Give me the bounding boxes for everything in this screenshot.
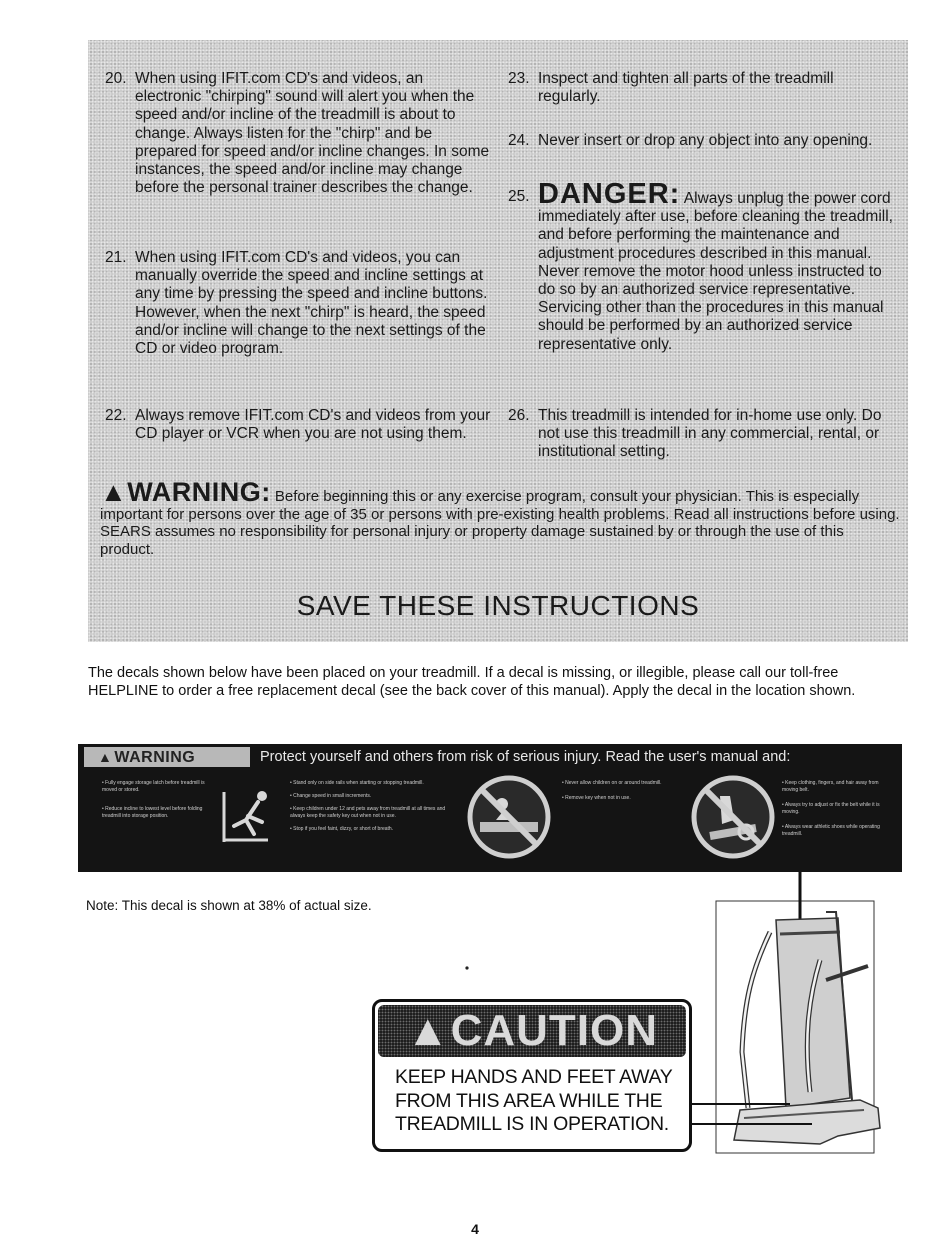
instruction-text: Always remove IFIT.com CD's and videos from your CD player or VCR when you are not using them. bbox=[135, 407, 491, 443]
save-instructions-title: SAVE THESE INSTRUCTIONS bbox=[296, 590, 700, 621]
decal-intro-paragraph: The decals shown below have been placed on your treadmill. If a decal is missing, or illegible, please call our toll-free HELPLINE to order a free replacement decal (see the back cover of this manual). Apply the decal in the location shown. bbox=[88, 665, 856, 700]
caution-line: KEEP HANDS AND FEET AWAY bbox=[395, 1066, 673, 1088]
caution-heading: CAUTION bbox=[450, 1006, 658, 1055]
decal-bullet: • Keep children under 12 and pets away from treadmill at all times and always keep the safety key out when not in use. bbox=[290, 806, 446, 819]
instruction-text: When using IFIT.com CD's and videos, an electronic "chirping" sound will alert you when the speed and/or incline of the treadmill is about to change. Always listen for the "chirp" and be prepared for speed and/or incline changes. In some instances, the speed and/or incline may change before the personal trainer describes the change. bbox=[135, 70, 490, 197]
instruction-number: 24. bbox=[508, 132, 530, 149]
instruction-number: 23. bbox=[508, 70, 530, 87]
warning-text: Before beginning this or any exercise program, consult your physician. This is especially important for persons over the age of 35 or persons with pre-existing health problems. Read all instructions before using. SEARS assumes no responsibility for personal injury or property damage sustained by or through the use of this product. bbox=[100, 488, 900, 558]
decal-bullet: • Stop if you feel faint, dizzy, or short of breath. bbox=[290, 826, 394, 832]
decal-bullet: • Keep clothing, fingers, and hair away from moving belt. bbox=[782, 780, 879, 793]
caution-triangle-icon: ▲ bbox=[406, 1006, 451, 1055]
warning-triangle-icon: ▲ bbox=[100, 477, 128, 507]
instruction-text: This treadmill is intended for in-home use only. Do not use this treadmill in any commercial, rental, or institutional setting. bbox=[538, 407, 882, 461]
caution-line: TREADMILL IS IN OPERATION. bbox=[395, 1113, 669, 1135]
decal-bullet: • Change speed in small increments. bbox=[290, 793, 372, 799]
instruction-text: Inspect and tighten all parts of the treadmill regularly. bbox=[538, 70, 834, 106]
instruction-number: 22. bbox=[105, 407, 127, 424]
decal-bullet: • Remove key when not in use. bbox=[562, 795, 631, 801]
caution-heading-line bbox=[378, 1007, 686, 1055]
decal-header-text: Protect yourself and others from risk of serious injury. Read the user's manual and: bbox=[260, 749, 791, 765]
decal-bullet: • Always wear athletic shoes while operating treadmill. bbox=[782, 824, 880, 837]
decal-size-note: Note: This decal is shown at 38% of actual size. bbox=[86, 898, 372, 913]
instruction-number: 21. bbox=[105, 249, 127, 266]
decal-bullet: • Reduce incline to lowest level before folding treadmill into storage position. bbox=[102, 806, 203, 819]
warning-heading: WARNING: bbox=[127, 477, 271, 507]
decal-warning-word: WARNING bbox=[114, 749, 196, 766]
danger-heading: DANGER: bbox=[538, 178, 681, 210]
decal-bullet: • Always try to adjust or fix the belt while it is moving. bbox=[782, 802, 880, 815]
instruction-number: 26. bbox=[508, 407, 530, 424]
instruction-number: 25. bbox=[508, 188, 530, 205]
decal-bullet: • Fully engage storage latch before treadmill is moved or stored. bbox=[102, 780, 205, 793]
caution-header bbox=[378, 1005, 686, 1057]
warning-triangle-icon: ▲ bbox=[98, 749, 113, 765]
decal-bullet: • Stand only on side rails when starting or stopping treadmill. bbox=[290, 780, 424, 786]
instruction-text: Never insert or drop any object into any opening. bbox=[538, 132, 873, 149]
instruction-number: 20. bbox=[105, 70, 127, 87]
instruction-text: When using IFIT.com CD's and videos, you can manually override the speed and incline settings at any time by pressing the speed and incline buttons. However, when the next "chirp" is heard, the speed and/or incline will change to the next settings of the CD or video program. bbox=[135, 249, 488, 358]
caution-decal bbox=[372, 999, 692, 1152]
page-number: 4 bbox=[471, 1221, 479, 1237]
caution-text bbox=[395, 1066, 685, 1137]
caution-line: FROM THIS AREA WHILE THE bbox=[395, 1089, 663, 1112]
decal-bullet: • Never allow children on or around treadmill. bbox=[562, 780, 662, 786]
instruction-text: Always unplug the power cord immediately after use, before cleaning the treadmill, and before performing the maintenance and adjustment procedures described in this manual. Never remove the motor hood unless instructed to do so by an authorized service representative. Servicing other than the procedures in this manual should be performed by an authorized service representative only. bbox=[538, 190, 893, 353]
